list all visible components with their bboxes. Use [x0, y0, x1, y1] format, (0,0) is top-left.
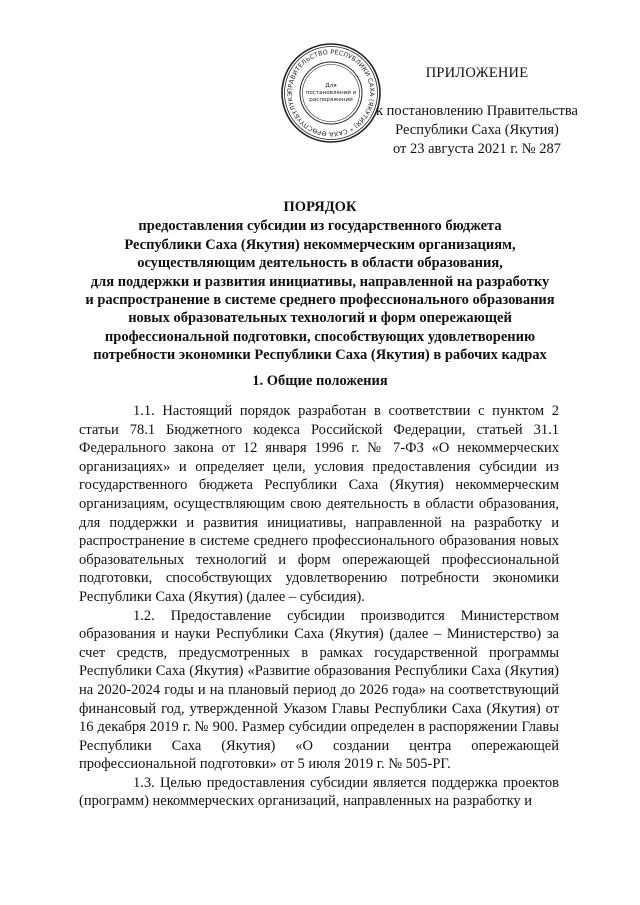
document-title — [70, 198, 570, 365]
subtitle-line-2: Республики Саха (Якутия) некоммерческим организациям, — [124, 236, 516, 253]
section-title: 1. Общие положения — [252, 373, 388, 389]
subtitle-line-7: профессиональной подготовки, способствующих удовлетворению — [104, 328, 536, 345]
seal-center-line-3: распоряжений — [309, 97, 353, 103]
seal-center-line-1: Для — [325, 83, 337, 89]
subtitle-line-8: потребности экономики Республики Саха (Якутия) в рабочих кадрах — [93, 347, 547, 364]
subtitle-line-3: осуществляющим деятельность в области образования, — [137, 255, 503, 272]
approval-line-3: от 23 августа 2021 г. № 287 — [392, 141, 562, 157]
approval-block — [372, 64, 582, 159]
seal-center-line-2: постановлений и — [305, 90, 357, 96]
seal-icon — [280, 42, 382, 144]
paragraph-1-2: 1.2. Предоставление субсидии производится Министерством образования и науки Республики Саха (Якутия) (далее – Министерство) за счет средств, предусмотренных в рамках государственной программы Республики Саха (Якутия) «Развитие образования Республики Саха (Якутия) на 2020-2024 годы и на плановый период до 2026 года» на соответствующий финансовый год, утвержденной Указом Главы Республики Саха (Якутия) от 16 декабря 2019 г. № 900. Размер субсидии определен в распоряжении Главы Республики Саха (Якутия) «О создании центра опережающей профессиональной подготовки» от 5 июля 2019 г. № 505-РГ. — [79, 607, 559, 773]
subtitle-line-5: и распространение в системе среднего профессионального образования — [85, 292, 555, 309]
paragraph-1-3: 1.3. Целью предоставления субсидии является поддержка проектов (программ) некоммерческих организаций, направленных на разработку и — [79, 774, 559, 810]
subtitle-line-6: новых образовательных технологий и форм опережающей — [128, 310, 512, 327]
seal-ring-text: ПРАВИТЕЛЬСТВО РЕСПУБЛИКИ САХА (ЯКУТИЯ) * САХА ӨРӨСПҮҮБҮЛҮКЭ — [286, 48, 376, 138]
subtitle-line-1: предоставления субсидии из государственного бюджета — [138, 218, 502, 235]
document-heading: ПОРЯДОК — [283, 199, 357, 215]
subtitle-line-4: для поддержки и развития инициативы, направленной на разработку — [90, 273, 550, 290]
paragraph-1-1: 1.1. Настоящий порядок разработан в соответствии с пунктом 2 статьи 78.1 Бюджетного кодекса Российской Федерации, статьей 31.1 Федерального закона от 12 января 1996 г. № 7-ФЗ «О некоммерческих организациях» и определяет цели, условия предоставления субсидии из государственного бюджета Республики Саха (Якутия) некоммерческим организациям, осуществляющим свою деятельность в области образования, для поддержки и развития инициативы, направленной на разработку и распространение в системе среднего профессионального образования новых образовательных технологий и форм опережающей профессиональной подготовки, способствующих удовлетворению потребности экономики Республики Саха (Якутия) (далее – субсидия). — [79, 403, 559, 605]
document-body — [79, 402, 559, 811]
approval-line-2: Республики Саха (Якутия) — [395, 122, 559, 138]
official-seal — [280, 42, 382, 144]
approval-line-1: к постановлению Правительства — [376, 103, 578, 119]
appendix-label: ПРИЛОЖЕНИЕ — [425, 65, 529, 81]
